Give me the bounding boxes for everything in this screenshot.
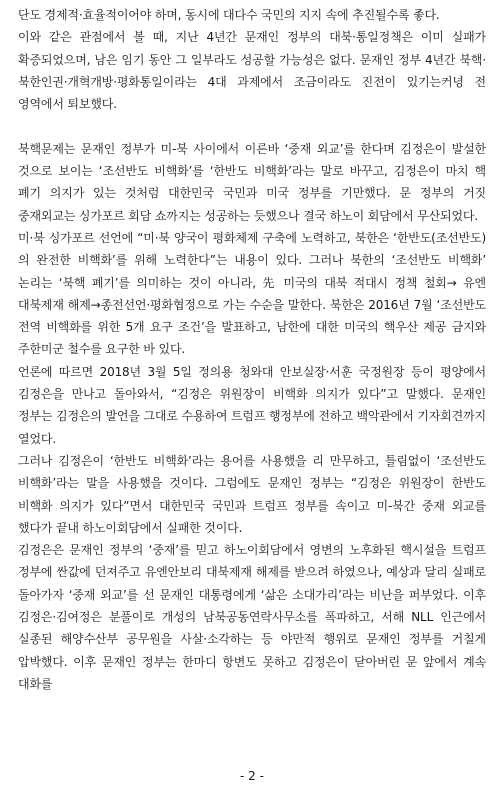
body-paragraph: 언론에 따르면 2018년 3월 5일 정의용 청와대 안보실장·서훈 국정원장 등이 평양에서 김정은을 만나고 돌아와서, “김정은 위원장이 비핵화 의지가 있다”고 말했다. 문재인 정부는 김정은의 발언을 그대로 수용하여 트럼프 행정부에 전하고 백악관에서 기자회견까지 열었다. — [18, 364, 486, 446]
paragraph-spacer — [18, 115, 486, 137]
body-paragraph: 미·북 싱가포르 선언에 “미·북 양국이 평화체제 구축에 노력하고, 북한은 ‘한반도(조선반도)의 완전한 비핵화’를 위해 노력한다”는 내용이 있다. 그러나 북한의 ‘조선반도 비핵화’ 논리는 ‘북핵 폐기’를 의미하는 것이 아니라, 先 미국의 대북 적대시 정책 철회→ 유엔 대북제재 해제→종전선언·평화협정으로 가는 수순을 말한다. 북한은 2016년 7월 ‘조선반도 전역 비핵화를 위한 5개 요구 조건’을 발표하고, 남한에 대한 미국의 핵우산 제공 금지와 주한미군 철수를 요구한 바 있다. — [18, 230, 486, 357]
body-paragraph: 이와 같은 관점에서 볼 때, 지난 4년간 문재인 정부의 대북·통일정책은 이미 실패가 확증되었으며, 남은 임기 동안 그 일부라도 성공할 가능성은 없다. 문재인 정부 4년간 북핵·북한인권·개혁개방·평화통일이라는 4대 과제에서 조금이라도 진전이 있기는커녕 전 영역에서 퇴보했다. — [18, 30, 486, 112]
body-paragraph: 북핵문제는 문재인 정부가 미-북 사이에서 이른바 ‘중재 외교’를 한다며 김정은이 발설한 것으로 보이는 ‘조선반도 비핵화’를 ‘한반도 비핵화’라는 말로 바꾸고, 김정은이 마치 핵 폐기 의지가 있는 것처럼 대한민국 국민과 미국 정부를 기만했다. 문 정부의 거짓 중재외교는 싱가포르 회담 쇼까지는 성공하는 듯했으나 결국 하노이 회담에서 무산되었다. — [18, 141, 486, 223]
body-paragraph: 그러나 김정은이 ‘한반도 비핵화’라는 용어를 사용했을 리 만무하고, 틀림없이 ‘조선반도 비핵화’라는 말을 사용했을 것이다. 그럼에도 문재인 정부는 “김정은 위원장이 한반도 비핵화 의지가 있다”면서 대한민국 국민과 트럼프 정부를 속이고 미-북간 중재 외교를 했다가 끝내 하노이회담에서 실패한 것이다. — [18, 453, 486, 535]
document-page — [18, 4, 486, 695]
page-number: - 2 - — [240, 769, 264, 783]
body-paragraph: 김정은은 문재인 정부의 ‘중재’를 믿고 하노이회담에서 영변의 노후화된 핵시설을 트럼프 정부에 싼값에 던져주고 유엔안보리 대북제재 해제를 받으려 하였으나, 예상과 달리 실패로 돌아가자 ‘중재 외교’를 선 문재인 대통령에게 ‘삶은 소대가리’라는 비난을 퍼부었다. 이후 김정은·김여정은 분풀이로 개성의 남북공동연락사무소를 폭파하고, 서해 NLL 인근에서 실종된 해양수산부 공무원을 사살·소각하는 등 야만적 행위로 문재인 정부를 거칠게 압박했다. 이후 문재인 정부는 한마디 항변도 못하고 김정은이 닫아버린 문 앞에서 계속 대화를 — [18, 543, 486, 691]
body-paragraph: 단도 경제적·효율적이어야 하며, 동시에 대다수 국민의 지지 속에 추진될수록 좋다. — [18, 8, 440, 22]
